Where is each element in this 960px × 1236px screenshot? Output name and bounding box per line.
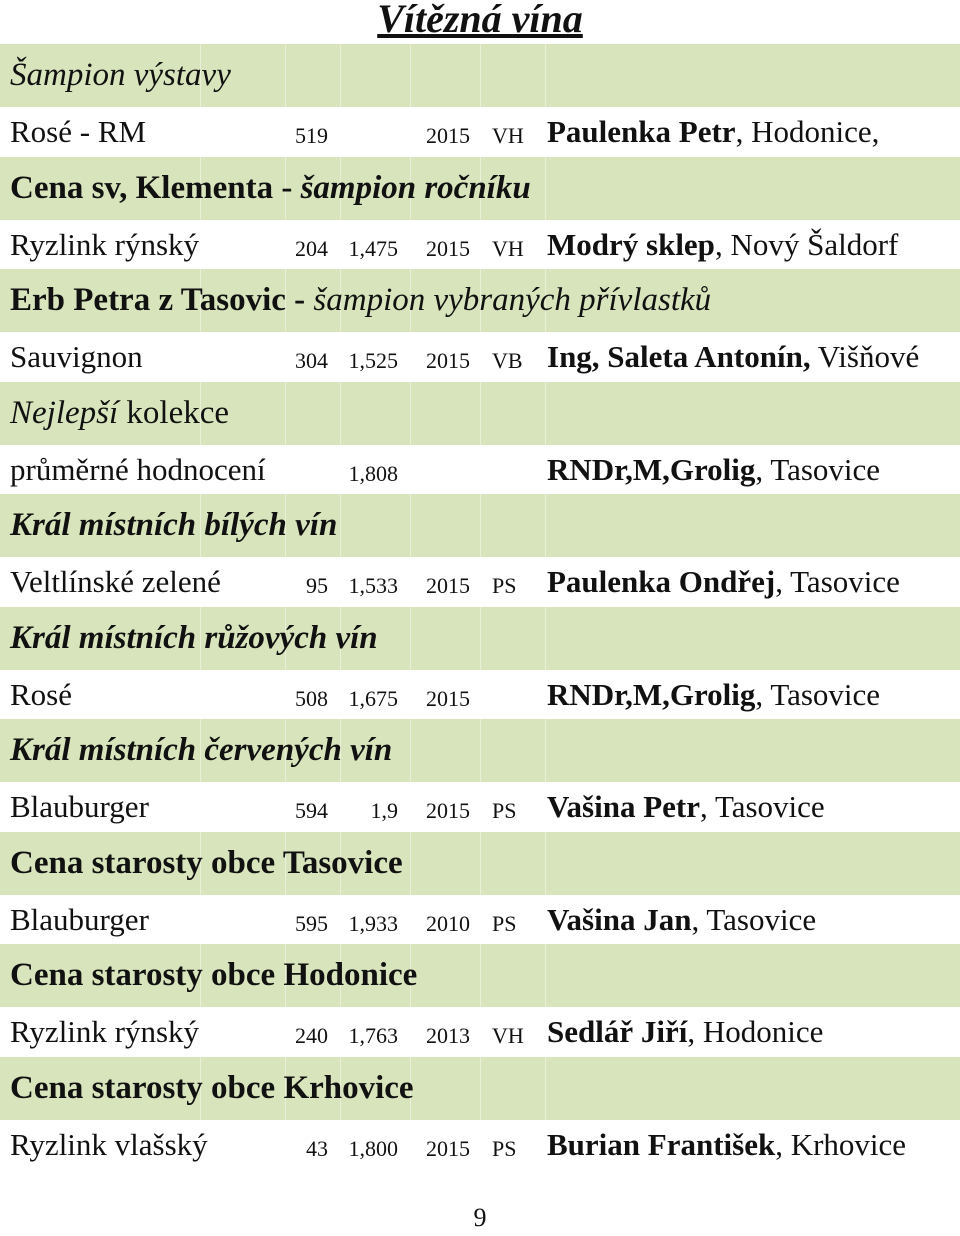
- grid-line: [340, 382, 341, 445]
- award-block: [0, 607, 960, 720]
- grid-line: [410, 44, 411, 107]
- quality-grade: VH: [492, 1023, 524, 1048]
- grid-line: [410, 494, 411, 557]
- score-value: 1,475: [348, 235, 398, 261]
- award-header: [0, 719, 960, 782]
- grower: [547, 895, 816, 945]
- award-block: [0, 382, 960, 495]
- award-header: [0, 832, 960, 895]
- score-value: 1,800: [348, 1135, 398, 1161]
- quality-grade: PS: [492, 573, 517, 598]
- grid-line: [480, 1057, 481, 1120]
- grower-location: , Nový Šaldorf: [714, 226, 899, 262]
- score-value: 1,675: [348, 685, 398, 711]
- table-row: [0, 670, 960, 720]
- grower: [547, 107, 879, 157]
- sample-number: 595: [295, 910, 328, 936]
- award-header: [0, 269, 960, 332]
- table-row: [0, 557, 960, 607]
- table-row: [0, 220, 960, 270]
- grower-name: Vašina Jan: [547, 901, 692, 937]
- wine-name: Rosé - RM: [10, 114, 147, 149]
- wine-name: Blauburger: [10, 901, 149, 937]
- award-block: [0, 719, 960, 832]
- grower: [547, 782, 825, 832]
- grid-line: [545, 44, 546, 107]
- grower-location: , Tasovice: [755, 451, 881, 487]
- grower-location: Višňové: [810, 339, 920, 374]
- award-block: [0, 1057, 960, 1170]
- grower-name: Paulenka Ondřej: [547, 564, 776, 599]
- grower-location: , Tasovice: [755, 676, 881, 712]
- grower-name: Vašina Petr: [547, 789, 700, 824]
- award-title-part: Král místních růžových vín: [10, 619, 378, 656]
- wine-name: Veltlínské zelené: [10, 564, 221, 599]
- quality-grade: PS: [492, 910, 517, 936]
- grower-location: , Tasovice: [775, 564, 900, 599]
- award-block: [0, 944, 960, 1057]
- grower-name: Burian František: [547, 1126, 776, 1162]
- grid-line: [285, 44, 286, 107]
- sample-number: 95: [306, 573, 328, 598]
- award-block: [0, 157, 960, 270]
- grid-line: [545, 494, 546, 557]
- table-row: [0, 332, 960, 382]
- grower-location: , Hodonice: [687, 1014, 824, 1049]
- vintage-year: 2015: [426, 685, 470, 711]
- grid-line: [545, 1057, 546, 1120]
- table-row: [0, 895, 960, 945]
- quality-grade: PS: [492, 798, 517, 823]
- grid-line: [480, 832, 481, 895]
- award-block: [0, 832, 960, 945]
- award-title-part: Cena sv, Klementa -: [10, 169, 301, 206]
- sample-number: 508: [295, 685, 328, 711]
- vintage-year: 2015: [426, 235, 470, 261]
- sample-number: 204: [295, 235, 328, 261]
- sample-number: 43: [306, 1135, 328, 1161]
- grower-location: , Krhovice: [775, 1126, 907, 1162]
- sample-number: 594: [295, 798, 328, 823]
- quality-grade: VH: [492, 123, 524, 148]
- table-row: [0, 1007, 960, 1057]
- grid-line: [340, 44, 341, 107]
- score-value: 1,9: [370, 798, 398, 823]
- score-value: 1,763: [348, 1023, 398, 1048]
- grower-name: Ing, Saleta Antonín,: [547, 339, 811, 374]
- grower: [547, 1007, 823, 1057]
- grid-line: [545, 832, 546, 895]
- award-title-part: Cena starosty obce Tasovice: [10, 844, 403, 881]
- sample-number: 304: [295, 348, 328, 373]
- sample-number: 240: [295, 1023, 328, 1048]
- table-row: [0, 1120, 960, 1170]
- quality-grade: VH: [492, 235, 524, 261]
- award-header: [0, 382, 960, 445]
- wine-name: Ryzlink rýnský: [10, 1014, 200, 1049]
- sample-number: 519: [295, 123, 328, 148]
- grower: [547, 670, 880, 720]
- grid-line: [480, 44, 481, 107]
- table-row: [0, 107, 960, 157]
- grower-name: RNDr,M,Grolig: [547, 451, 756, 487]
- grid-line: [545, 157, 546, 220]
- award-header: [0, 944, 960, 1007]
- table-row: [0, 445, 960, 495]
- grid-line: [545, 382, 546, 445]
- grid-line: [480, 607, 481, 670]
- award-title-part: Král místních bílých vín: [10, 507, 338, 543]
- winners-table: [0, 44, 960, 1169]
- grid-line: [410, 607, 411, 670]
- award-header: [0, 494, 960, 557]
- award-title-part: Cena starosty obce Hodonice: [10, 957, 418, 993]
- quality-grade: VB: [492, 348, 523, 373]
- grower-location: , Tasovice: [700, 789, 825, 824]
- grower-location: , Hodonice,: [735, 114, 880, 149]
- wine-name: Ryzlink vlašský: [10, 1126, 208, 1162]
- score-value: 1,533: [348, 573, 398, 598]
- grower: [547, 220, 898, 270]
- grid-line: [545, 607, 546, 670]
- grower-name: Sedlář Jiří: [547, 1014, 688, 1049]
- grid-line: [480, 719, 481, 782]
- award-title-part: Nejlepší: [10, 394, 127, 431]
- award-title-part: šampion ročníku: [300, 169, 531, 206]
- page-title: Vítězná vína: [377, 0, 583, 41]
- grid-line: [480, 944, 481, 1007]
- grower-location: , Tasovice: [691, 901, 817, 937]
- grower: [547, 1120, 906, 1170]
- wine-name: Sauvignon: [10, 339, 143, 374]
- wine-name: průměrné hodnocení: [10, 451, 266, 487]
- grid-line: [410, 719, 411, 782]
- award-title-part: šampion vybraných přívlastků: [313, 282, 712, 318]
- page-number: 9: [473, 1203, 487, 1232]
- table-row: [0, 782, 960, 832]
- grid-line: [480, 382, 481, 445]
- score-value: 1,933: [348, 910, 398, 936]
- award-title-part: Šampion výstavy: [10, 57, 231, 93]
- grid-line: [480, 494, 481, 557]
- award-block: [0, 44, 960, 157]
- grower: [547, 445, 880, 495]
- wine-name: Blauburger: [10, 789, 149, 824]
- score-value: 1,525: [348, 348, 398, 373]
- grower: [547, 332, 919, 382]
- grid-line: [545, 719, 546, 782]
- grid-line: [410, 382, 411, 445]
- score-value: 1,808: [348, 460, 398, 486]
- grid-line: [545, 944, 546, 1007]
- wine-name: Ryzlink rýnský: [10, 226, 200, 262]
- grower: [547, 557, 900, 607]
- award-header: [0, 607, 960, 670]
- vintage-year: 2015: [426, 573, 470, 598]
- award-title-part: Cena starosty obce Krhovice: [10, 1069, 414, 1106]
- award-header: [0, 44, 960, 107]
- award-title-part: Erb Petra z Tasovic -: [10, 282, 314, 318]
- vintage-year: 2015: [426, 1135, 470, 1161]
- grower-name: Modrý sklep: [547, 226, 715, 262]
- vintage-year: 2015: [426, 123, 470, 148]
- award-title-part: kolekce: [126, 394, 230, 431]
- award-title-part: Král místních červených vín: [10, 732, 393, 768]
- vintage-year: 2010: [426, 910, 470, 936]
- grid-line: [285, 382, 286, 445]
- award-header: [0, 157, 960, 220]
- vintage-year: 2015: [426, 798, 470, 823]
- vintage-year: 2015: [426, 348, 470, 373]
- award-block: [0, 494, 960, 607]
- award-block: [0, 269, 960, 382]
- quality-grade: PS: [492, 1135, 517, 1161]
- grid-line: [410, 832, 411, 895]
- grower-name: Paulenka Petr: [547, 114, 736, 149]
- grower-name: RNDr,M,Grolig: [547, 676, 756, 712]
- award-header: [0, 1057, 960, 1120]
- grid-line: [340, 494, 341, 557]
- wine-name: Rosé: [10, 676, 72, 712]
- vintage-year: 2013: [426, 1023, 470, 1048]
